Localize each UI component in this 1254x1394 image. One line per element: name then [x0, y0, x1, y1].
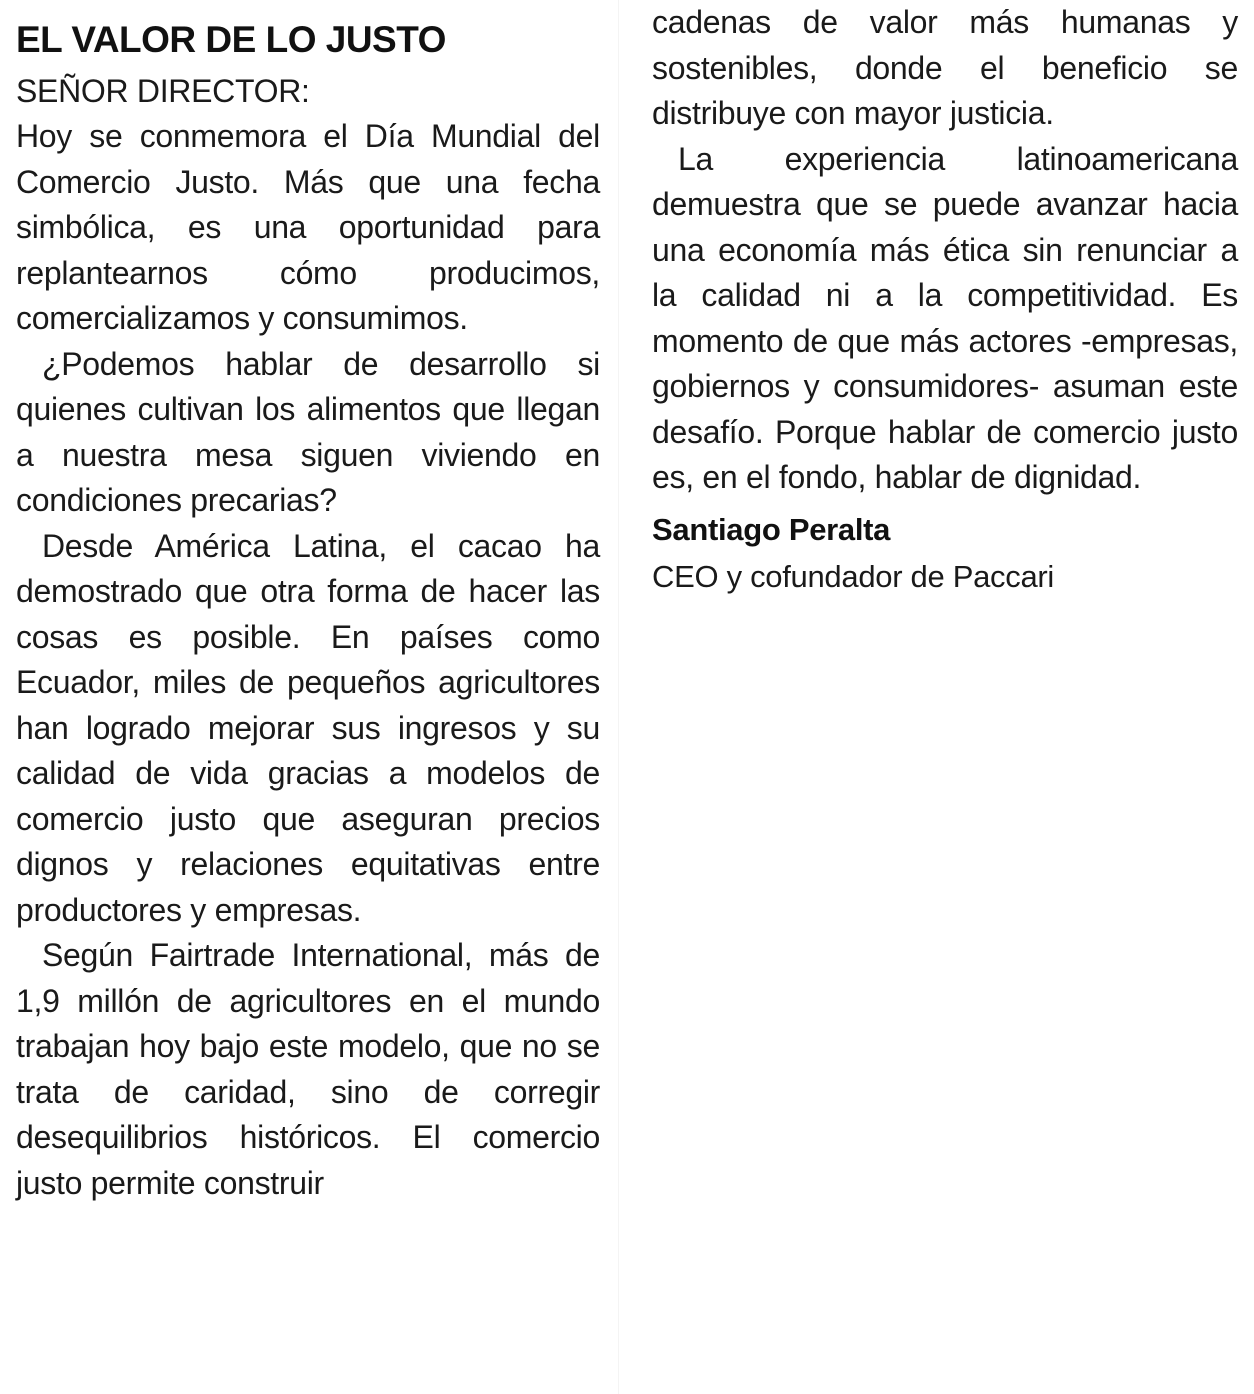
- column-divider: [618, 0, 619, 1394]
- right-column: [652, 0, 1238, 599]
- letter-paragraph-2: ¿Podemos hablar de desarrollo si quienes cultivan los alimentos que llegan a nuestra mesa siguen viviendo en condiciones precarias?: [16, 345, 600, 518]
- letter-paragraph-1: Hoy se conmemora el Día Mundial del Comercio Justo. Más que una fecha simbólica, es una oportunidad para replantearnos cómo producimos, comercializamos y consumimos.: [16, 118, 600, 336]
- left-column: [16, 14, 600, 1206]
- signature-role: CEO y cofundador de Paccari: [652, 558, 1054, 594]
- letter-paragraph-3: Desde América Latina, el cacao ha demostrado que otra forma de hacer las cosas es posible. En países como Ecuador, miles de pequeños agricultores han logrado mejorar sus ingresos y su calidad de vida gracias a modelos de comercio justo que aseguran precios dignos y relaciones equitativas entre productores y empresas.: [16, 527, 600, 928]
- letter-headline: EL VALOR DE LO JUSTO: [16, 19, 446, 60]
- letter-paragraph-4-continued: cadenas de valor más humanas y sostenibles, donde el beneficio se distribuye con mayor justicia.: [652, 4, 1238, 131]
- letter-salutation: SEÑOR DIRECTOR:: [16, 73, 310, 109]
- letter-paragraph-5: La experiencia latinoamericana demuestra que se puede avanzar hacia una economía más ética sin renunciar a la calidad ni a la competitividad. Es momento de que más actores -empresas, gobiernos y consumidores- asuman este desafío. Porque hablar de comercio justo es, en el fondo, hablar de dignidad.: [652, 140, 1238, 495]
- signature-name: Santiago Peralta: [652, 511, 891, 547]
- letter-paragraph-4: Según Fairtrade International, más de 1,9 millón de agricultores en el mundo trabajan hoy bajo este modelo, que no se trata de caridad, sino de corregir desequilibrios históricos. El comercio justo permite construir: [16, 937, 600, 1201]
